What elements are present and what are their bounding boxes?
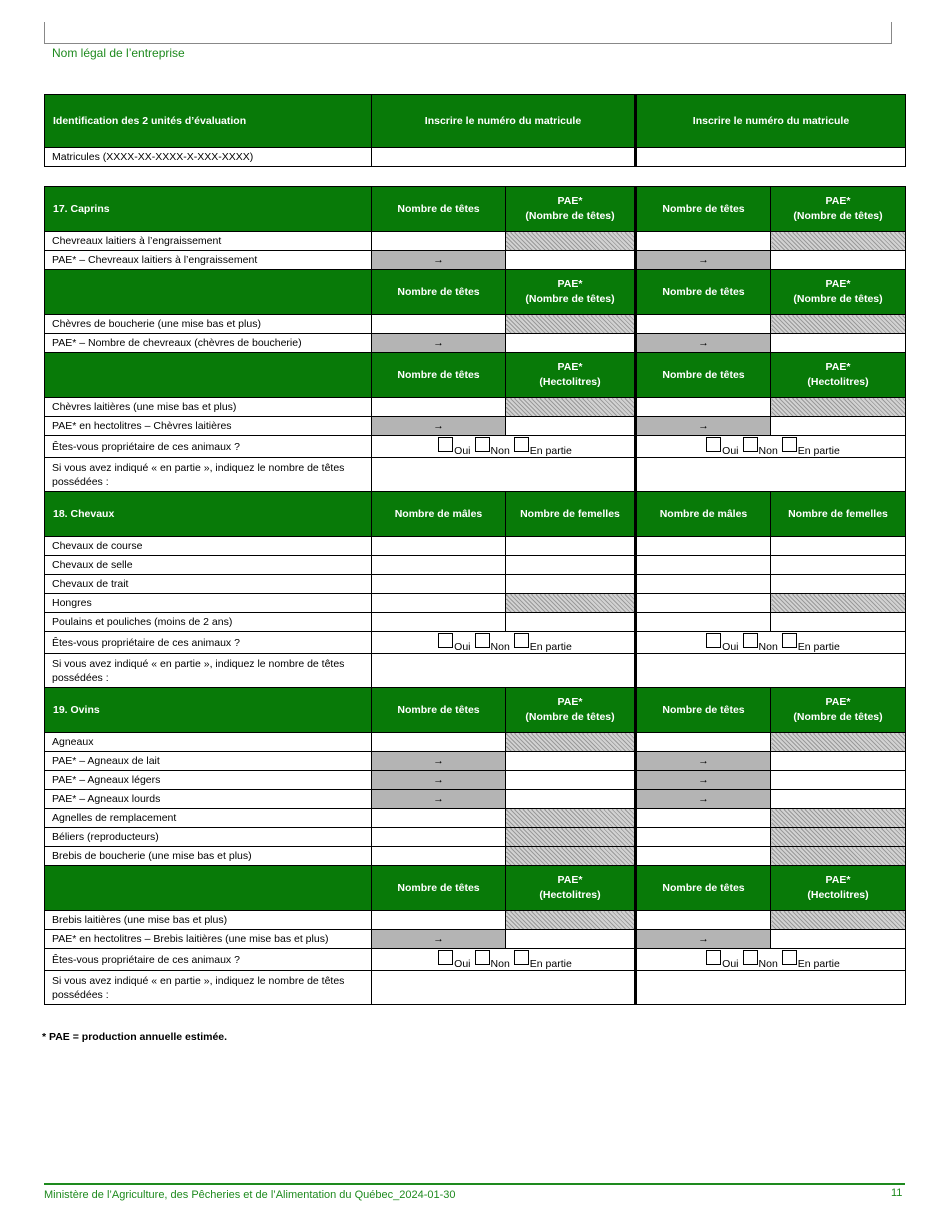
table-row <box>45 828 906 847</box>
caprins-partial-row <box>45 458 906 492</box>
pae-input-unit-2[interactable] <box>771 417 906 436</box>
header-subtext: (Nombre de têtes) <box>525 293 615 305</box>
pae-input-unit-2[interactable] <box>771 771 906 790</box>
caprins-subheader-row <box>45 353 906 398</box>
shaded-cell <box>506 809 636 828</box>
matricules-label: Matricules (XXXX-XX-XXXX-X-XXX-XXXX) <box>45 148 372 167</box>
shaded-cell <box>506 911 636 930</box>
row-label: Poulains et pouliches (moins de 2 ans) <box>45 613 372 632</box>
table-row <box>45 417 906 436</box>
input-unit-2-a[interactable] <box>636 613 771 632</box>
page-number: 11 <box>891 1187 903 1199</box>
table-row <box>45 911 906 930</box>
input-unit-1[interactable] <box>372 828 506 847</box>
row-label: Béliers (reproducteurs) <box>45 828 372 847</box>
header-text: PAE* <box>557 874 583 886</box>
checkbox-non-u1[interactable] <box>475 950 490 965</box>
shaded-cell <box>771 911 906 930</box>
col-header <box>506 270 636 315</box>
col-header <box>771 187 906 232</box>
table-row <box>45 930 906 949</box>
header-text: Nombre de femelles <box>788 507 888 520</box>
partial-question: Si vous avez indiqué « en partie », indiquez le nombre de têtes possédées : <box>45 971 372 1005</box>
checkbox-label: En partie <box>529 957 572 970</box>
header-subtext: (Hectolitres) <box>539 376 601 388</box>
pae-footnote: * PAE = production annuelle estimée. <box>42 1031 228 1043</box>
partial-question: Si vous avez indiqué « en partie », indiquez le nombre de têtes possédées : <box>45 458 372 492</box>
caprins-subheader-row <box>45 270 906 315</box>
arrow-cell <box>372 790 506 809</box>
arrow-cell <box>636 251 771 270</box>
row-label: Hongres <box>45 594 372 613</box>
table-row <box>45 594 906 613</box>
row-label: Chevaux de trait <box>45 575 372 594</box>
checkbox-label: Non <box>490 444 510 457</box>
table-row <box>45 809 906 828</box>
col-header <box>771 866 906 911</box>
col-header <box>636 270 771 315</box>
header-text: Nombre de têtes <box>397 285 480 298</box>
input-unit-1[interactable] <box>372 594 506 613</box>
header-text: Nombre de têtes <box>397 368 480 381</box>
table-row <box>45 752 906 771</box>
caprins-header-row <box>45 187 906 232</box>
checkbox-label: En partie <box>797 957 840 970</box>
input-unit-1[interactable] <box>372 911 506 930</box>
ovins-header-row <box>45 688 906 733</box>
header-text: Nombre de mâles <box>394 507 483 520</box>
partial-count-unit-1[interactable] <box>372 654 636 688</box>
checkbox-label: Non <box>758 444 778 457</box>
owner-question: Êtes-vous propriétaire de ces animaux ? <box>45 632 372 654</box>
arrow-cell <box>372 771 506 790</box>
input-unit-2-a[interactable] <box>636 556 771 575</box>
checkbox-en-partie-u2[interactable] <box>782 633 797 648</box>
header-text: PAE* <box>825 278 851 290</box>
checkbox-non-u1[interactable] <box>475 437 490 452</box>
arrow-right-icon: → <box>698 774 709 786</box>
arrow-cell <box>372 930 506 949</box>
partial-count-unit-1[interactable] <box>372 458 636 492</box>
header-text: PAE* <box>825 195 851 207</box>
arrow-cell <box>636 771 771 790</box>
col-header <box>506 866 636 911</box>
row-label: PAE* – Agneaux de lait <box>45 752 372 771</box>
ovins-partial-row <box>45 971 906 1005</box>
col-header <box>506 492 636 537</box>
row-label: PAE* en hectolitres – Brebis laitières (une mise bas et plus) <box>45 930 372 949</box>
pae-input-unit-1[interactable] <box>506 790 636 809</box>
pae-input-unit-1[interactable] <box>506 334 636 353</box>
checkbox-oui-u1[interactable] <box>438 950 453 965</box>
row-label: PAE* – Nombre de chevreaux (chèvres de boucherie) <box>45 334 372 353</box>
section-title: 17. Caprins <box>45 187 372 232</box>
ovins-owner-row <box>45 949 906 971</box>
col-header <box>636 866 771 911</box>
arrow-cell <box>372 334 506 353</box>
input-unit-2[interactable] <box>636 911 771 930</box>
input-unit-1-a[interactable] <box>372 537 506 556</box>
ownership-options-unit-1 <box>372 436 636 458</box>
input-unit-1-a[interactable] <box>372 575 506 594</box>
arrow-right-icon: → <box>433 755 444 767</box>
header-text: Nombre de têtes <box>662 703 745 716</box>
matricule-input-2[interactable] <box>636 148 906 167</box>
arrow-cell <box>636 930 771 949</box>
input-unit-2-b[interactable] <box>771 575 906 594</box>
table-row <box>45 847 906 866</box>
shaded-cell <box>506 398 636 417</box>
ovins-subheader-row <box>45 866 906 911</box>
section-title: 18. Chevaux <box>45 492 372 537</box>
checkbox-label: Oui <box>722 640 739 653</box>
chevaux-partial-row <box>45 654 906 688</box>
arrow-cell <box>636 790 771 809</box>
arrow-right-icon: → <box>698 933 709 945</box>
pae-input-unit-2[interactable] <box>771 334 906 353</box>
row-label: PAE* – Agneaux lourds <box>45 790 372 809</box>
ownership-options-unit-2 <box>636 632 906 654</box>
col-header <box>771 270 906 315</box>
partial-count-unit-1[interactable] <box>372 971 636 1005</box>
checkbox-label: En partie <box>797 444 840 457</box>
checkbox-non-u2[interactable] <box>743 633 758 648</box>
pae-input-unit-2[interactable] <box>771 251 906 270</box>
table-row <box>45 733 906 752</box>
arrow-cell <box>636 752 771 771</box>
caprins-owner-row <box>45 436 906 458</box>
table-row <box>45 790 906 809</box>
partial-count-unit-2[interactable] <box>636 654 906 688</box>
row-label: Brebis laitières (une mise bas et plus) <box>45 911 372 930</box>
arrow-cell <box>372 417 506 436</box>
col-header <box>636 492 771 537</box>
checkbox-en-partie-u1[interactable] <box>514 437 529 452</box>
checkbox-oui-u2[interactable] <box>706 437 721 452</box>
ownership-options-unit-2 <box>636 436 906 458</box>
header-subtext: (Hectolitres) <box>539 889 601 901</box>
shaded-cell <box>771 828 906 847</box>
checkbox-oui-u2[interactable] <box>706 633 721 648</box>
checkbox-en-partie-u2[interactable] <box>782 437 797 452</box>
input-unit-1[interactable] <box>372 398 506 417</box>
row-label: Chèvres laitières (une mise bas et plus) <box>45 398 372 417</box>
checkbox-label: Oui <box>454 640 471 653</box>
header-text: PAE* <box>557 195 583 207</box>
header-subtext: (Nombre de têtes) <box>793 293 883 305</box>
arrow-right-icon: → <box>433 933 444 945</box>
arrow-right-icon: → <box>698 793 709 805</box>
ownership-options-unit-2 <box>636 949 906 971</box>
identification-header: Identification des 2 unités d’évaluation <box>45 95 372 148</box>
shaded-cell <box>506 232 636 251</box>
header-text: PAE* <box>825 696 851 708</box>
col-header <box>372 270 506 315</box>
section-title <box>45 270 372 315</box>
partial-question: Si vous avez indiqué « en partie », indiquez le nombre de têtes possédées : <box>45 654 372 688</box>
table-row <box>45 537 906 556</box>
matricule-header-2: Inscrire le numéro du matricule <box>636 95 906 148</box>
checkbox-oui-u1[interactable] <box>438 633 453 648</box>
arrow-right-icon: → <box>698 254 709 266</box>
col-header <box>771 353 906 398</box>
ownership-options-unit-1 <box>372 632 636 654</box>
arrow-right-icon: → <box>433 774 444 786</box>
col-header <box>372 187 506 232</box>
header-subtext: (Nombre de têtes) <box>793 711 883 723</box>
shaded-cell <box>506 847 636 866</box>
header-text: Nombre de têtes <box>662 285 745 298</box>
shaded-cell <box>506 594 636 613</box>
input-unit-2[interactable] <box>636 809 771 828</box>
col-header <box>636 353 771 398</box>
shaded-cell <box>771 847 906 866</box>
header-text: PAE* <box>825 361 851 373</box>
col-header <box>372 492 506 537</box>
header-text: Nombre de têtes <box>397 703 480 716</box>
header-text: Nombre de têtes <box>662 202 745 215</box>
input-unit-2[interactable] <box>636 398 771 417</box>
arrow-right-icon: → <box>433 420 444 432</box>
partial-count-unit-2[interactable] <box>636 458 906 492</box>
row-label: Brebis de boucherie (une mise bas et plus) <box>45 847 372 866</box>
checkbox-label: Oui <box>722 444 739 457</box>
checkbox-label: Oui <box>454 444 471 457</box>
section-title <box>45 866 372 911</box>
pae-input-unit-1[interactable] <box>506 930 636 949</box>
shaded-cell <box>506 315 636 334</box>
partial-count-unit-2[interactable] <box>636 971 906 1005</box>
arrow-right-icon: → <box>433 254 444 266</box>
pae-input-unit-2[interactable] <box>771 790 906 809</box>
input-unit-2[interactable] <box>636 232 771 251</box>
col-header <box>771 688 906 733</box>
table-row <box>45 315 906 334</box>
input-unit-2-b[interactable] <box>771 537 906 556</box>
input-unit-1[interactable] <box>372 847 506 866</box>
header-subtext: (Hectolitres) <box>807 376 869 388</box>
header-subtext: (Nombre de têtes) <box>793 210 883 222</box>
header-subtext: (Nombre de têtes) <box>525 711 615 723</box>
header-text: Nombre de têtes <box>662 368 745 381</box>
header-text: PAE* <box>557 696 583 708</box>
header-text: PAE* <box>557 361 583 373</box>
row-label: Agnelles de remplacement <box>45 809 372 828</box>
checkbox-label: Non <box>758 957 778 970</box>
shaded-cell <box>771 809 906 828</box>
shaded-cell <box>771 733 906 752</box>
header-text: Nombre de femelles <box>520 507 620 520</box>
pae-input-unit-1[interactable] <box>506 417 636 436</box>
row-label: PAE* en hectolitres – Chèvres laitières <box>45 417 372 436</box>
checkbox-non-u1[interactable] <box>475 633 490 648</box>
col-header <box>372 353 506 398</box>
checkbox-label: Oui <box>454 957 471 970</box>
pae-input-unit-1[interactable] <box>506 752 636 771</box>
col-header <box>636 688 771 733</box>
input-unit-1-b[interactable] <box>506 613 636 632</box>
input-unit-1[interactable] <box>372 809 506 828</box>
legal-name-field[interactable] <box>44 22 892 44</box>
checkbox-label: En partie <box>797 640 840 653</box>
input-unit-1-a[interactable] <box>372 613 506 632</box>
arrow-right-icon: → <box>698 337 709 349</box>
input-unit-1-a[interactable] <box>372 556 506 575</box>
section-title: 19. Ovins <box>45 688 372 733</box>
input-unit-2[interactable] <box>636 594 771 613</box>
shaded-cell <box>771 315 906 334</box>
input-unit-1-b[interactable] <box>506 537 636 556</box>
checkbox-label: Non <box>758 640 778 653</box>
table-row <box>45 398 906 417</box>
input-unit-2-b[interactable] <box>771 556 906 575</box>
ownership-options-unit-1 <box>372 949 636 971</box>
table-row <box>45 575 906 594</box>
pae-input-unit-2[interactable] <box>771 752 906 771</box>
col-header <box>372 688 506 733</box>
checkbox-en-partie-u1[interactable] <box>514 950 529 965</box>
input-unit-2-a[interactable] <box>636 575 771 594</box>
input-unit-2[interactable] <box>636 315 771 334</box>
row-label: Agneaux <box>45 733 372 752</box>
legal-name-label: Nom légal de l’entreprise <box>52 46 185 60</box>
checkbox-non-u2[interactable] <box>743 950 758 965</box>
arrow-cell <box>372 752 506 771</box>
shaded-cell <box>506 828 636 847</box>
table-row <box>45 771 906 790</box>
input-unit-1[interactable] <box>372 733 506 752</box>
col-header <box>372 866 506 911</box>
checkbox-non-u2[interactable] <box>743 437 758 452</box>
header-text: Nombre de têtes <box>662 881 745 894</box>
col-header <box>636 187 771 232</box>
checkbox-oui-u2[interactable] <box>706 950 721 965</box>
matricule-header-1: Inscrire le numéro du matricule <box>372 95 636 148</box>
header-text: Nombre de mâles <box>659 507 748 520</box>
col-header <box>506 187 636 232</box>
checkbox-en-partie-u1[interactable] <box>514 633 529 648</box>
animals-table <box>44 186 906 1005</box>
input-unit-2-b[interactable] <box>771 613 906 632</box>
pae-input-unit-1[interactable] <box>506 771 636 790</box>
row-label: PAE* – Chevreaux laitiers à l’engraissement <box>45 251 372 270</box>
chevaux-header-row <box>45 492 906 537</box>
section-title <box>45 353 372 398</box>
shaded-cell <box>771 398 906 417</box>
row-label: Chevaux de course <box>45 537 372 556</box>
shaded-cell <box>771 232 906 251</box>
input-unit-1-b[interactable] <box>506 556 636 575</box>
checkbox-oui-u1[interactable] <box>438 437 453 452</box>
checkbox-label: En partie <box>529 640 572 653</box>
input-unit-2[interactable] <box>636 847 771 866</box>
footer-rule <box>44 1183 905 1185</box>
arrow-right-icon: → <box>698 420 709 432</box>
table-row <box>45 251 906 270</box>
identification-table <box>44 94 906 167</box>
pae-input-unit-1[interactable] <box>506 251 636 270</box>
row-label: PAE* – Agneaux légers <box>45 771 372 790</box>
table-row <box>45 334 906 353</box>
chevaux-owner-row <box>45 632 906 654</box>
shaded-cell <box>506 733 636 752</box>
table-row <box>45 613 906 632</box>
row-label: Chevreaux laitiers à l’engraissement <box>45 232 372 251</box>
row-label: Chèvres de boucherie (une mise bas et plus) <box>45 315 372 334</box>
input-unit-2[interactable] <box>636 828 771 847</box>
input-unit-2-a[interactable] <box>636 537 771 556</box>
arrow-cell <box>636 334 771 353</box>
col-header <box>506 688 636 733</box>
arrow-right-icon: → <box>433 337 444 349</box>
row-label: Chevaux de selle <box>45 556 372 575</box>
col-header <box>506 353 636 398</box>
header-subtext: (Nombre de têtes) <box>525 210 615 222</box>
owner-question: Êtes-vous propriétaire de ces animaux ? <box>45 949 372 971</box>
table-row <box>45 556 906 575</box>
checkbox-label: Oui <box>722 957 739 970</box>
header-subtext: (Hectolitres) <box>807 889 869 901</box>
arrow-cell <box>636 417 771 436</box>
matricule-input-1[interactable] <box>372 148 636 167</box>
input-unit-2[interactable] <box>636 733 771 752</box>
header-text: Nombre de têtes <box>397 202 480 215</box>
input-unit-1[interactable] <box>372 315 506 334</box>
input-unit-1-b[interactable] <box>506 575 636 594</box>
arrow-right-icon: → <box>698 755 709 767</box>
input-unit-1[interactable] <box>372 232 506 251</box>
owner-question: Êtes-vous propriétaire de ces animaux ? <box>45 436 372 458</box>
col-header <box>771 492 906 537</box>
checkbox-label: En partie <box>529 444 572 457</box>
header-text: Nombre de têtes <box>397 881 480 894</box>
shaded-cell <box>771 594 906 613</box>
checkbox-label: Non <box>490 640 510 653</box>
table-row <box>45 232 906 251</box>
checkbox-label: Non <box>490 957 510 970</box>
arrow-cell <box>372 251 506 270</box>
header-text: PAE* <box>557 278 583 290</box>
header-text: PAE* <box>825 874 851 886</box>
checkbox-en-partie-u2[interactable] <box>782 950 797 965</box>
pae-input-unit-2[interactable] <box>771 930 906 949</box>
arrow-right-icon: → <box>433 793 444 805</box>
footer-ministry: Ministère de l’Agriculture, des Pêcheries et de l’Alimentation du Québec_2024-01-30 <box>44 1189 456 1201</box>
